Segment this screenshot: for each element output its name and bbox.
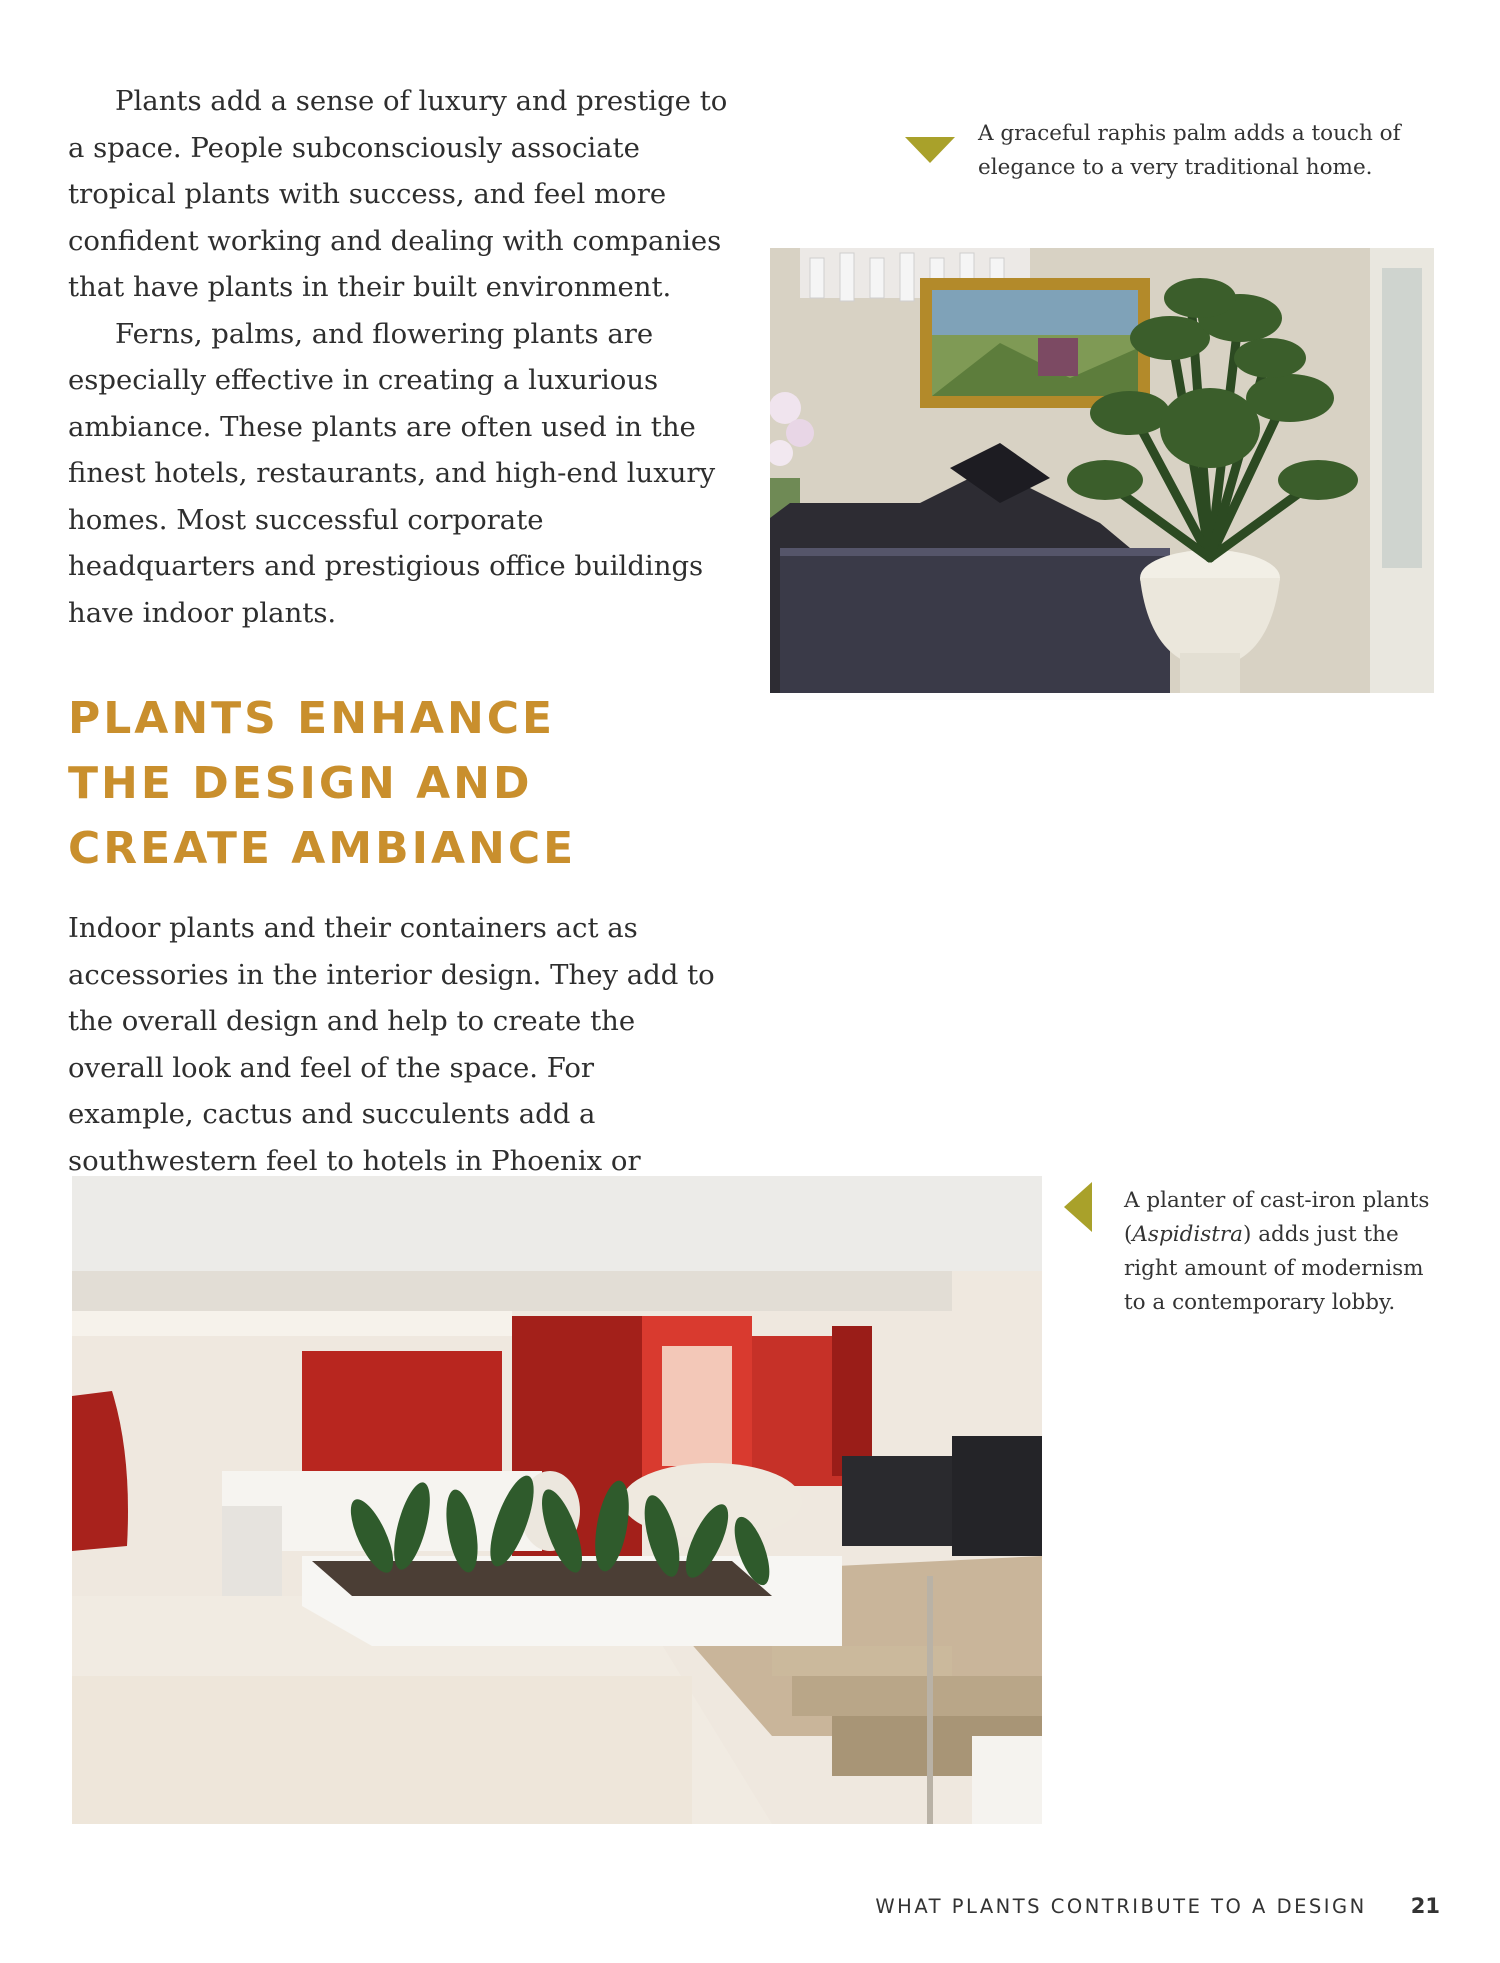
section-heading xyxy=(68,686,708,881)
caption-lobby xyxy=(1124,1184,1444,1320)
page-number: 21 xyxy=(1410,1894,1440,1918)
page-footer xyxy=(875,1894,1440,1918)
intro-paragraph-2: Ferns, palms, and flowering plants are especially effective in creating a luxurious ambiance. These plants are often used in the finest hotels, restaurants, and high-end luxury homes. Most successful corporate headquarters and prestigious office buildings have indoor plants. xyxy=(68,317,716,629)
caption-marker-left-icon xyxy=(1064,1182,1092,1232)
caption-lobby-text-1: A planter of cast-iron plants ( xyxy=(1124,1188,1430,1247)
running-title: WHAT PLANTS CONTRIBUTE TO A DESIGN xyxy=(875,1895,1367,1918)
caption-marker-down-icon xyxy=(905,137,955,163)
intro-text xyxy=(68,78,728,636)
section-heading-line-1: PLANTS ENHANCE xyxy=(68,693,556,744)
section-paragraph: Indoor plants and their containers act as accessories in the interior design. They add to the overall design and help to create the overall look and feel of the space. For example, cactus and succulents add a southwestern feel to hotels in Phoenix or xyxy=(68,912,715,1177)
photo-raphis-palm xyxy=(770,248,1434,693)
section-text xyxy=(68,905,728,1184)
caption-lobby-italic: Aspidistra xyxy=(1132,1222,1243,1247)
caption-palm: A graceful raphis palm adds a touch of elegance to a very traditional home. xyxy=(978,121,1401,180)
section-heading-line-3: CREATE AMBIANCE xyxy=(68,823,577,874)
section-heading-line-2: THE DESIGN AND xyxy=(68,758,533,809)
photo-lobby xyxy=(72,1176,1042,1824)
intro-paragraph-1: Plants add a sense of luxury and prestige to a space. People subconsciously associate tropical plants with success, and feel more confident working and dealing with companies that have plants in their built environment. xyxy=(68,85,728,303)
caption-lobby-text-2: ) adds just the right amount of modernism to a contemporary lobby. xyxy=(1124,1222,1424,1315)
